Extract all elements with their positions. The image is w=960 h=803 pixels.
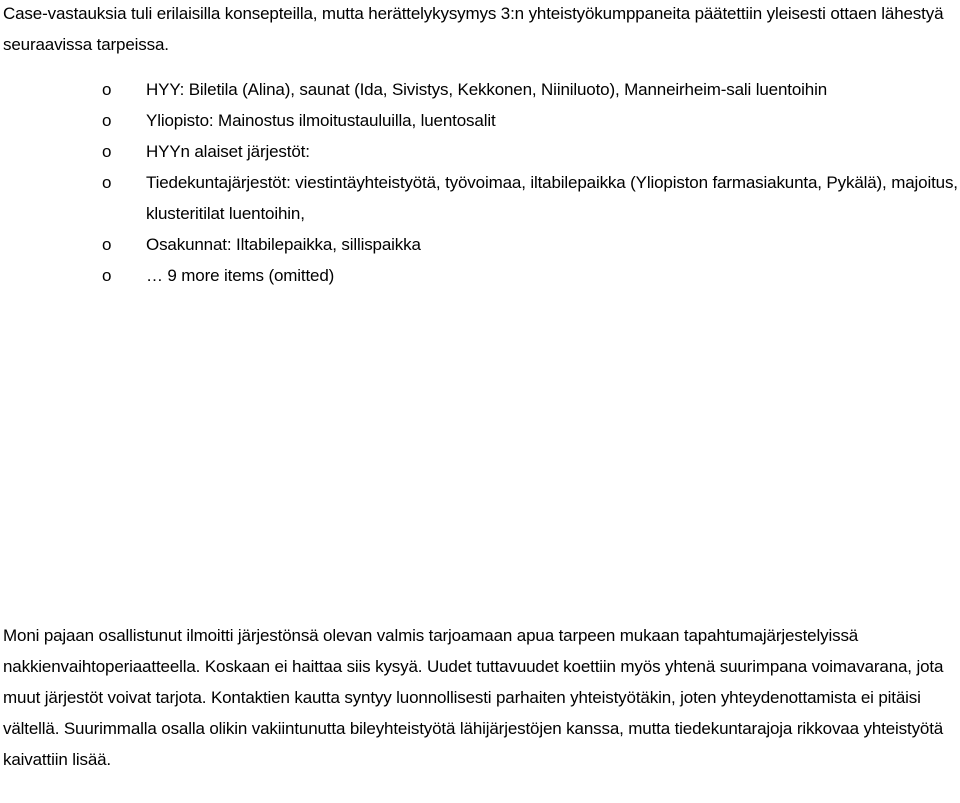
list-item	[0, 229, 958, 260]
list-item-text: Osakunnat: Iltabilepaikka, sillispaikka	[146, 235, 421, 254]
bullet-marker: o	[102, 111, 112, 130]
list-item-text: HYYn alaiset järjestöt:	[146, 142, 310, 161]
list-item	[0, 74, 958, 105]
list-item	[0, 136, 958, 167]
list-item-text: Tiedekuntajärjestöt: viestintäyhteistyötä, työvoimaa, iltabilepaikka (Yliopiston farmasiakunta, Pykälä), majoitus, klusteritilat luentoihin,	[146, 173, 958, 223]
bullet-marker: o	[102, 266, 112, 285]
list-item-text: Yliopisto: Mainostus ilmoitustauluilla, luentosalit	[146, 111, 496, 130]
summary-paragraph: Moni pajaan osallistunut ilmoitti järjestönsä olevan valmis tarjoamaan apua tarpeen mukaan tapahtumajärjestelyissä nakkienvaihtoperiaatteella. Koskaan ei haittaa siis kysyä. Uudet tuttavuudet koettiin myös yhtenä suurimpana voimavarana, jota muut järjestöt voivat tarjota. Kontaktien kautta syntyy luonnollisesti parhaiten yhteistyötäkin, joten yhteydenottamista ei pitäisi vältellä. Suurimmalla osalla olikin vakiintunutta bileyhteistyötä lähijärjestöjen kanssa, mutta tiedekuntarajoja rikkovaa yhteistyötä kaivattiin lisää.	[3, 626, 944, 769]
bullet-marker: o	[102, 173, 112, 192]
bullet-marker: o	[102, 80, 112, 99]
list-item	[0, 105, 958, 136]
bullet-marker: o	[102, 142, 112, 161]
intro-paragraph: Case-vastauksia tuli erilaisilla konsepteilla, mutta herättelykysymys 3:n yhteistyökumppaneita päätettiin yleisesti ottaen lähestyä seuraavissa tarpeissa.	[3, 4, 944, 54]
partner-list	[0, 74, 958, 291]
list-item	[0, 167, 958, 229]
bullet-marker: o	[102, 235, 112, 254]
list-item	[0, 260, 958, 291]
list-item-text: HYY: Biletila (Alina), saunat (Ida, Sivistys, Kekkonen, Niiniluoto), Manneirheim-sali luentoihin	[146, 80, 828, 99]
list-item-text: … 9 more items (omitted)	[146, 266, 335, 285]
